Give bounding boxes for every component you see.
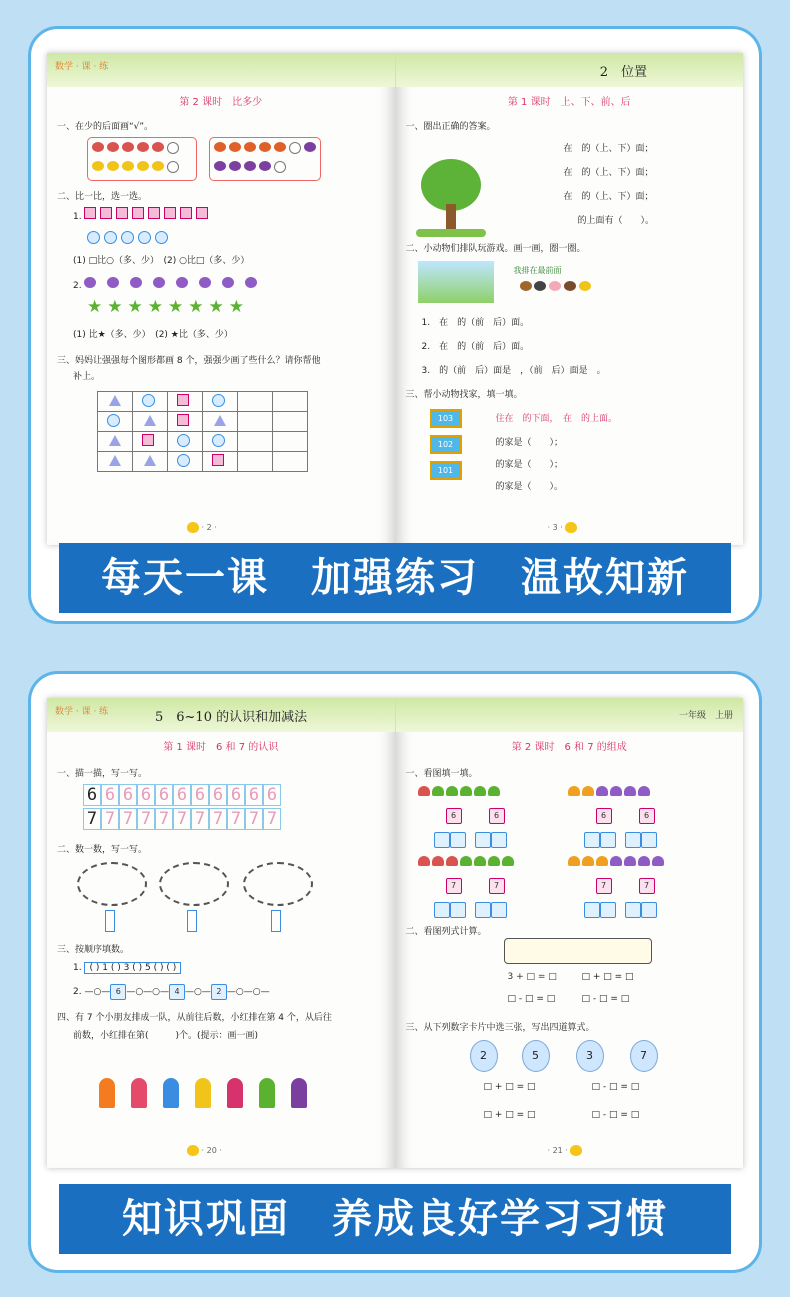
split-top: 6: [596, 808, 612, 824]
book-panel-top: [28, 26, 762, 624]
number-bead: 4: [169, 984, 185, 1000]
q1-line4: 的上面有（ ）。: [577, 216, 655, 226]
answer-box[interactable]: [105, 910, 115, 932]
number-line-2-label: 2.: [73, 987, 82, 997]
trace-cell: 6: [137, 784, 155, 806]
split-top: 6: [446, 808, 462, 824]
seesaw-illustration: [418, 261, 494, 303]
trace-cell: 6: [227, 784, 245, 806]
q2-sign: 我排在最前面: [513, 266, 562, 275]
page-number-text: · 2 ·: [201, 523, 217, 532]
number-bead: 6: [110, 984, 126, 1000]
trace-cell: 7: [119, 808, 137, 830]
number-card: 5: [522, 1040, 550, 1072]
number-card: 7: [630, 1040, 658, 1072]
question-3: 三、帮小动物找家，填一填。: [405, 390, 523, 400]
question-2: 二、数一数，写一写。: [57, 845, 148, 855]
trace-cell: 7: [155, 808, 173, 830]
trace-cell: 7: [137, 808, 155, 830]
page-number-text: · 21 ·: [547, 1146, 568, 1155]
chick-icon: [187, 1145, 199, 1156]
question-3: 三、按顺序填数。: [57, 945, 130, 955]
question-2: 二、比一比，选一选。: [57, 192, 148, 202]
number-line-2: 2. —○— 6 —○—○— 4 —○— 2 —○—○—: [73, 984, 270, 1000]
eq-4: □ - □ = □: [581, 994, 630, 1004]
trace-cell: 7: [191, 808, 209, 830]
page-header-band: [396, 698, 744, 732]
q2-row2-label: 2.: [73, 281, 82, 291]
eq-1: 3 + □ = □: [507, 972, 557, 982]
split-answers: [584, 902, 657, 921]
q2-line2: (1) 比★（多、少） (2) ★比（多、少）: [73, 330, 233, 340]
door-101: 101: [430, 461, 462, 480]
page-left: [47, 698, 396, 1168]
q2-line1: 1. 在 的（前 后）面。: [421, 318, 530, 328]
trace-cell: 7: [263, 808, 281, 830]
split-top: 6: [489, 808, 505, 824]
open-book-spread: [47, 53, 743, 545]
mushroom-row-1: [418, 786, 502, 799]
tree-illustration: [416, 159, 486, 239]
lesson-title: 第 2 课时 6 和 7 的组成: [511, 742, 627, 753]
trace-cell: 7: [227, 808, 245, 830]
split-top: 7: [446, 878, 462, 894]
question-4: 四、有 7 个小朋友排成一队，从前往后数，小红排在第 4 个，从后往: [57, 1013, 332, 1023]
q2-grapes: [73, 277, 268, 291]
page-number: [548, 1145, 583, 1156]
q3-line4: 的家是（ ）。: [495, 482, 564, 492]
split-diagram: [596, 878, 655, 894]
trace-cell: 7: [245, 808, 263, 830]
grade-label: 一年级 上册: [678, 711, 733, 721]
ruler-cell: 3: [123, 963, 130, 973]
mushroom-row-2: [568, 786, 652, 799]
q2-line1: (1) □比○（多、少） (2) ○比□（多、少）: [73, 256, 250, 266]
slogan-banner: 知识巩固 养成良好学习习惯: [59, 1184, 731, 1254]
question-1: 一、圈出正确的答案。: [405, 122, 496, 132]
trace-cell: 6: [173, 784, 191, 806]
ruler-cell: ( ): [166, 963, 177, 973]
unit-title: 5 6~10 的认识和加减法: [155, 710, 308, 725]
ruler-cell: ( ): [132, 963, 143, 973]
q2-line2: 2. 在 的（前 后）面。: [421, 342, 530, 352]
ruler-cell: ( ): [153, 963, 164, 973]
split-top: 6: [639, 808, 655, 824]
trace-cell: 6: [245, 784, 263, 806]
chick-icon: [570, 1145, 582, 1156]
page-right: [396, 53, 744, 545]
door-102: 102: [430, 435, 462, 454]
question-1: 一、在少的后面画“√”。: [57, 122, 154, 132]
question-3-cont: 补上。: [73, 372, 101, 382]
lesson-title: 第 2 课时 比多少: [179, 97, 263, 108]
page-header-band: [47, 53, 395, 87]
split-diagram: [446, 808, 505, 824]
split-top: 7: [489, 878, 505, 894]
eq-8: □ - □ = □: [591, 1110, 640, 1120]
page-header-band: [396, 53, 744, 87]
question-4-cont: 前数，小红排在第( )个。(提示：画一画): [73, 1031, 259, 1041]
q1-line1: 在 的（上、下）面；: [563, 144, 654, 154]
trace-cell: 6: [263, 784, 281, 806]
door-103: 103: [430, 409, 462, 428]
question-3: 三、妈妈让强强每个图形都画 8 个，强强少画了些什么？请你帮他: [57, 356, 321, 366]
lesson-title: 第 1 课时 6 和 7 的认识: [163, 742, 279, 753]
split-answers: [584, 832, 657, 851]
trace-cell: 6: [209, 784, 227, 806]
q2-stars: ★ ★ ★ ★ ★ ★ ★ ★: [87, 297, 244, 317]
count-oval-3: [243, 862, 313, 906]
q3-line3: 的家是（ ）；: [495, 460, 564, 470]
split-answers: [434, 832, 507, 851]
split-diagram: [446, 878, 505, 894]
fruit-box-left: [87, 137, 197, 181]
question-1: 一、描一描，写一写。: [57, 769, 148, 779]
animal-queue: [520, 281, 592, 294]
question-2: 二、看图列式计算。: [405, 927, 487, 937]
q1-line2: 在 的（上、下）面；: [563, 168, 654, 178]
trace-cell: 6: [101, 784, 119, 806]
trace-cell: 6: [155, 784, 173, 806]
q2-circles: [87, 231, 172, 247]
question-2: 二、小动物们排队玩游戏。画一画，圈一圈。: [405, 244, 586, 254]
eq-2: □ + □ = □: [581, 972, 634, 982]
trace-cell: 7: [209, 808, 227, 830]
q2-shapes: [73, 207, 212, 222]
ruler-cell: 1: [102, 963, 108, 973]
ruler: [84, 962, 181, 974]
answer-box[interactable]: [271, 910, 281, 932]
book-panel-bottom: [28, 671, 762, 1273]
number-bead: 2: [211, 984, 227, 1000]
mushroom-row-4: [568, 856, 666, 869]
eq-5: □ + □ = □: [483, 1082, 536, 1092]
q2-line3: 3. 的（前 后）面是 ，（前 后）面是 。: [421, 366, 606, 376]
trace-row-7: [83, 808, 281, 830]
q2-row-label: 1.: [73, 212, 82, 222]
page-number-text: · 3 ·: [547, 523, 563, 532]
shape-grid: [97, 391, 308, 472]
page-number: [187, 1145, 222, 1156]
count-oval-1: [77, 862, 147, 906]
eq-7: □ + □ = □: [483, 1110, 536, 1120]
page-number-text: · 20 ·: [201, 1146, 222, 1155]
number-line-1-label: 1.: [73, 963, 82, 973]
trace-cell: 7: [83, 808, 101, 830]
number-card: 3: [576, 1040, 604, 1072]
trace-cell: 6: [83, 784, 101, 806]
chick-icon: [565, 522, 577, 533]
series-logo: 数学 · 课 · 练: [55, 707, 109, 717]
trace-cell: 7: [173, 808, 191, 830]
split-answers: [434, 902, 507, 921]
lesson-title: 第 1 课时 上、下、前、后: [507, 97, 631, 108]
page-left: [47, 53, 396, 545]
trace-row-6: [83, 784, 281, 806]
chick-row-illustration: [504, 938, 652, 964]
ruler-cell: 5: [144, 963, 151, 973]
question-3: 三、从下列数字卡片中选三张，写出四道算式。: [405, 1023, 595, 1033]
answer-box[interactable]: [187, 910, 197, 932]
q1-line3: 在 的（上、下）面；: [563, 192, 654, 202]
page-right: [396, 698, 744, 1168]
page-number: [548, 522, 578, 533]
split-top: 7: [596, 878, 612, 894]
fruit-box-right: [209, 137, 321, 181]
q3-line2: 的家是（ ）；: [495, 438, 564, 448]
chick-icon: [187, 522, 199, 533]
open-book-spread: [47, 698, 743, 1168]
eq-3: □ - □ = □: [507, 994, 556, 1004]
children-illustration: [99, 1048, 329, 1108]
split-diagram: [596, 808, 655, 824]
slogan-banner: 每天一课 加强练习 温故知新: [59, 543, 731, 613]
ruler-cell: ( ): [110, 963, 121, 973]
number-line-1: [73, 962, 181, 974]
eq-6: □ - □ = □: [591, 1082, 640, 1092]
unit-title: 2 位置: [599, 65, 647, 80]
split-top: 7: [639, 878, 655, 894]
count-oval-2: [159, 862, 229, 906]
series-logo: 数学 · 课 · 练: [55, 62, 109, 72]
q3-line1: 住在 的下面， 在 的上面。: [495, 414, 618, 424]
page-number: [187, 522, 217, 533]
mushroom-row-3: [418, 856, 516, 869]
number-card: 2: [470, 1040, 498, 1072]
page-header-band: [47, 698, 395, 732]
trace-cell: 6: [191, 784, 209, 806]
question-1: 一、看图填一填。: [405, 769, 478, 779]
trace-cell: 6: [119, 784, 137, 806]
ruler-cell: ( ): [89, 963, 100, 973]
trace-cell: 7: [101, 808, 119, 830]
